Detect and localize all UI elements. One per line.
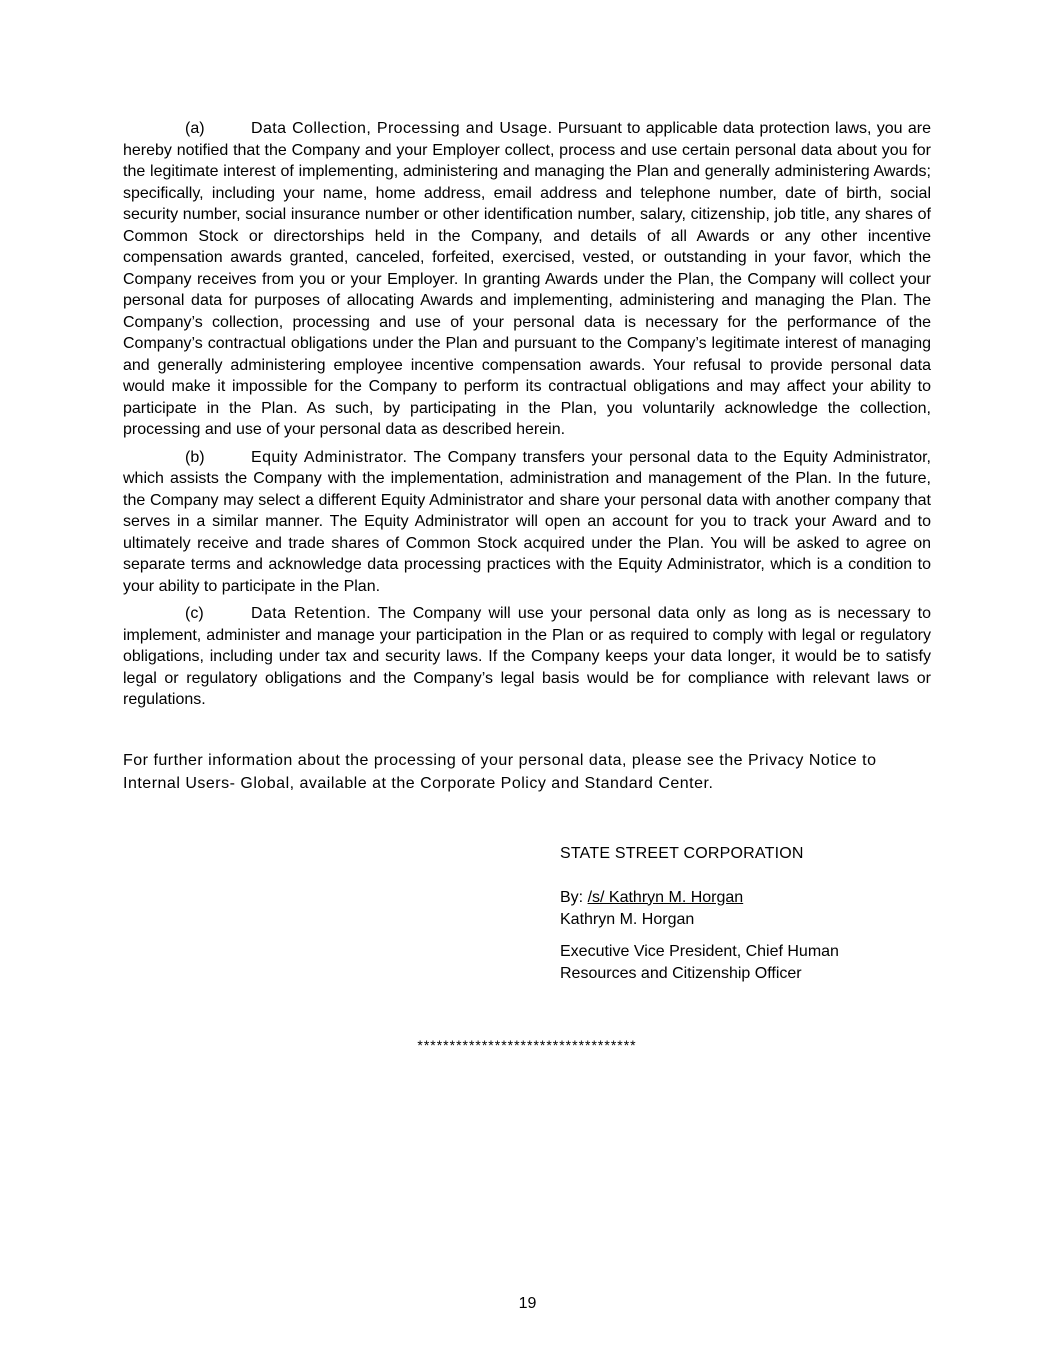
document-content — [123, 118, 931, 1056]
paragraph-data-retention — [123, 603, 931, 711]
paragraph-label: (c) — [185, 605, 204, 622]
signatory-printed-name: Kathryn M. Horgan — [560, 910, 695, 928]
signature-company-name: STATE STREET CORPORATION — [560, 844, 804, 862]
paragraph-label: (a) — [185, 120, 205, 137]
further-information-note: For further information about the processing of your personal data, please see the Privacy Notice to Internal Users- Global, available at the Corporate Policy and Standard Center. — [123, 751, 877, 792]
paragraph-heading: Equity Administrator. — [251, 448, 408, 466]
paragraph-label: (b) — [185, 448, 205, 466]
paragraph-data-collection — [123, 118, 931, 441]
page-number: 19 — [518, 1295, 537, 1312]
paragraph-body: The Company will use your personal data only as long as is necessary to implement, administer and manage your participation in the Plan or as required to comply with legal or regulatory obligations, including under tax and security laws. If the Company keeps your data longer, it would be to satisfy legal or regulatory obligations and the Company’s legal basis would be for compliance with relevant laws or regulations. — [123, 605, 931, 708]
asterisk-separator: ********************************** — [417, 1036, 637, 1053]
signatory-title: Executive Vice President, Chief Human Resources and Citizenship Officer — [560, 942, 839, 982]
paragraph-equity-administrator — [123, 447, 931, 598]
signature-by-line — [560, 887, 910, 909]
paragraph-body: Pursuant to applicable data protection laws, you are hereby notified that the Company and your Employer collect, process and use certain personal data about you for the legitimate interest of implementing, administering and managing the Plan and generally administering Awards; specifically, including your name, home address, email address and telephone number, date of birth, social security number, social insurance number or other identification number, salary, citizenship, job title, any shares of Common Stock or directorships held in the Company, and details of all Awards or any other incentive compensation awards granted, canceled, forfeited, exercised, vested, or outstanding in your favor, which the Company receives from you or your Employer. In granting Awards under the Plan, the Company will collect your personal data for purposes of allocating Awards and implementing, administering and managing the Plan. The Company’s collection, processing and use of your personal data is necessary for the performance of the Company’s contractual obligations under the Plan and pursuant to the Company’s legitimate interest of managing and generally administering employee incentive compensation awards. Your refusal to provide personal data would make it impossible for the Company to perform its contractual obligations and may affect your ability to participate in the Plan. As such, by participating in the Plan, you voluntarily acknowledge the collection, processing and use of your personal data as described herein. — [123, 120, 931, 438]
paragraph-heading: Data Collection, Processing and Usage. — [251, 120, 553, 137]
paragraph-body: The Company transfers your personal data to the Equity Administrator, which assists the Company with the implementation, administration and management of the Plan. In the future, the Company may select a different Equity Administrator and share your personal data with another company that serves in a similar manner. The Equity Administrator will open an account for you to track your Award and to ultimately receive and trade shares of Common Stock acquired under the Plan. You will be asked to agree on separate terms and acknowledge data processing practices with the Equity Administrator, which is a condition to your ability to participate in the Plan. — [123, 448, 932, 595]
signature-block — [560, 843, 910, 985]
paragraph-heading: Data Retention. — [251, 605, 371, 622]
signature-conformed: /s/ Kathryn M. Horgan — [587, 888, 744, 906]
signature-by-prefix: By: — [560, 888, 588, 906]
